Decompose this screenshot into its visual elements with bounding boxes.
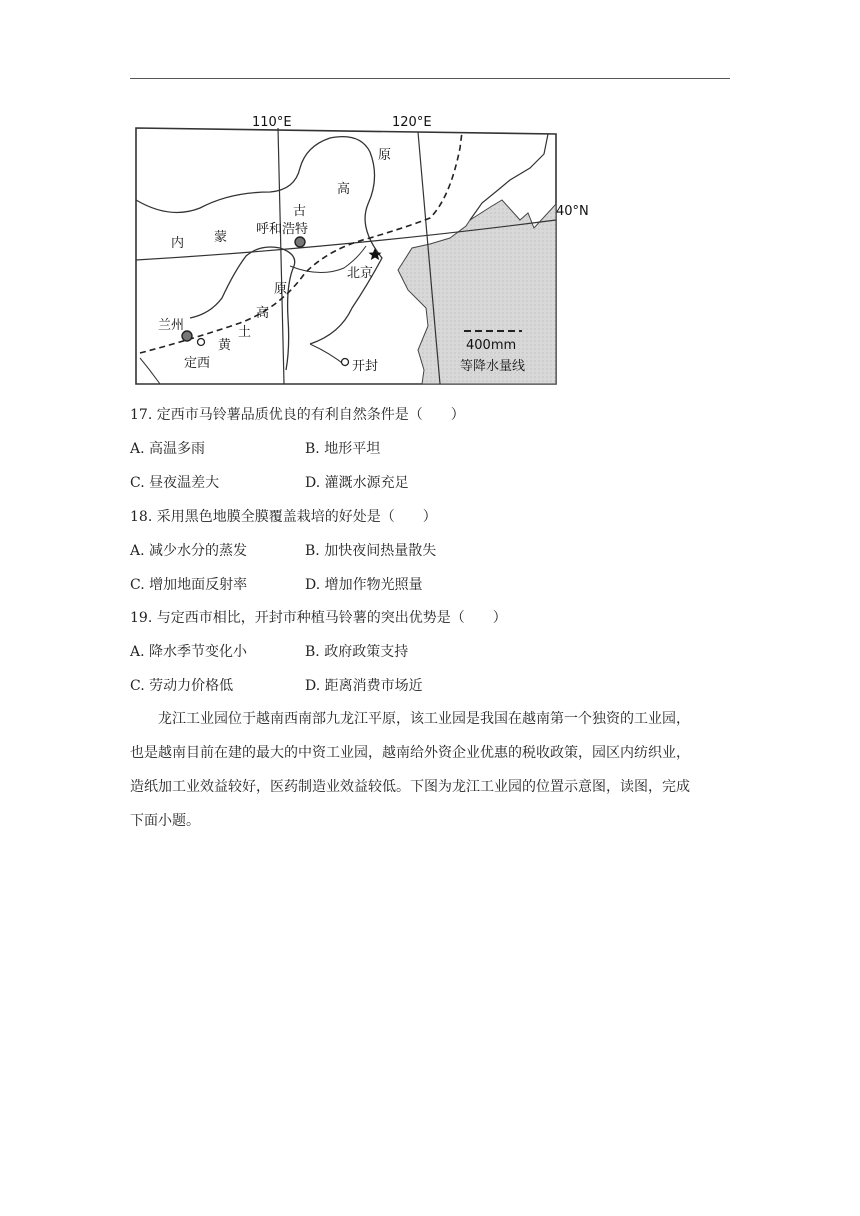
map-label-gao-mid: 高 <box>256 306 270 321</box>
map-label-beijing: 北京 <box>347 266 374 281</box>
map-figure <box>130 108 589 393</box>
q17-option-b: B. 地形平坦 <box>305 441 381 457</box>
map-label-gao-top: 高 <box>337 182 351 197</box>
question-18-stem: 18. 采用黑色地膜全膜覆盖栽培的好处是（ ） <box>130 509 437 525</box>
map-label-huang: 黄 <box>218 338 232 353</box>
q18-option-b: B. 加快夜间热量散失 <box>305 543 437 559</box>
q19-option-d: D. 距离消费市场近 <box>305 678 423 694</box>
legend-line2: 等降水量线 <box>460 359 526 374</box>
q18-option-a: A. 减少水分的蒸发 <box>130 543 248 559</box>
map-label-tu: 土 <box>238 325 252 340</box>
passage-line-1: 龙江工业园位于越南西南部九龙江平原，该工业园是我国在越南第一个独资的工业园， <box>130 711 690 727</box>
q19-option-b: B. 政府政策支持 <box>305 644 409 660</box>
lon-120-label: 120°E <box>392 115 432 130</box>
lat-40-label: 40°N <box>556 204 589 219</box>
passage <box>130 702 732 838</box>
passage-line-3: 造纸加工业效益较好，医药制造业效益较低。下图为龙江工业园的位置示意图，读图，完成 <box>130 779 690 795</box>
map-label-kaifeng: 开封 <box>352 359 379 374</box>
q18-option-d: D. 增加作物光照量 <box>305 577 423 593</box>
question-19-stem: 19. 与定西市相比，开封市种植马铃薯的突出优势是（ ） <box>130 610 507 626</box>
q17-option-d: D. 灌溉水源充足 <box>305 475 409 491</box>
legend-line1: 400mm <box>466 338 517 353</box>
q17-option-c: C. 昼夜温差大 <box>130 475 220 491</box>
q18-option-c: C. 增加地面反射率 <box>130 577 248 593</box>
q19-option-a: A. 降水季节变化小 <box>130 644 248 660</box>
question-17-stem: 17. 定西市马铃薯品质优良的有利自然条件是（ ） <box>130 407 465 423</box>
map-label-nei: 内 <box>171 236 185 251</box>
map-label-gu: 古 <box>293 204 307 219</box>
map-label-yuan-mid: 原 <box>274 282 288 297</box>
passage-line-4: 下面小题。 <box>130 813 200 829</box>
passage-line-2: 也是越南目前在建的最大的中资工业园，越南给外资企业优惠的税收政策，园区内纺织业， <box>130 745 690 761</box>
q17-option-a: A. 高温多雨 <box>130 441 206 457</box>
map-label-meng: 蒙 <box>214 230 228 245</box>
q19-option-c: C. 劳动力价格低 <box>130 678 234 694</box>
map-label-dingxi: 定西 <box>184 356 211 371</box>
lon-110-label: 110°E <box>252 115 292 130</box>
header-rule <box>130 78 730 79</box>
map-label-huhehaote: 呼和浩特 <box>256 222 309 237</box>
map-label-yuan-top: 原 <box>378 148 392 163</box>
map-label-lanzhou: 兰州 <box>158 318 185 333</box>
